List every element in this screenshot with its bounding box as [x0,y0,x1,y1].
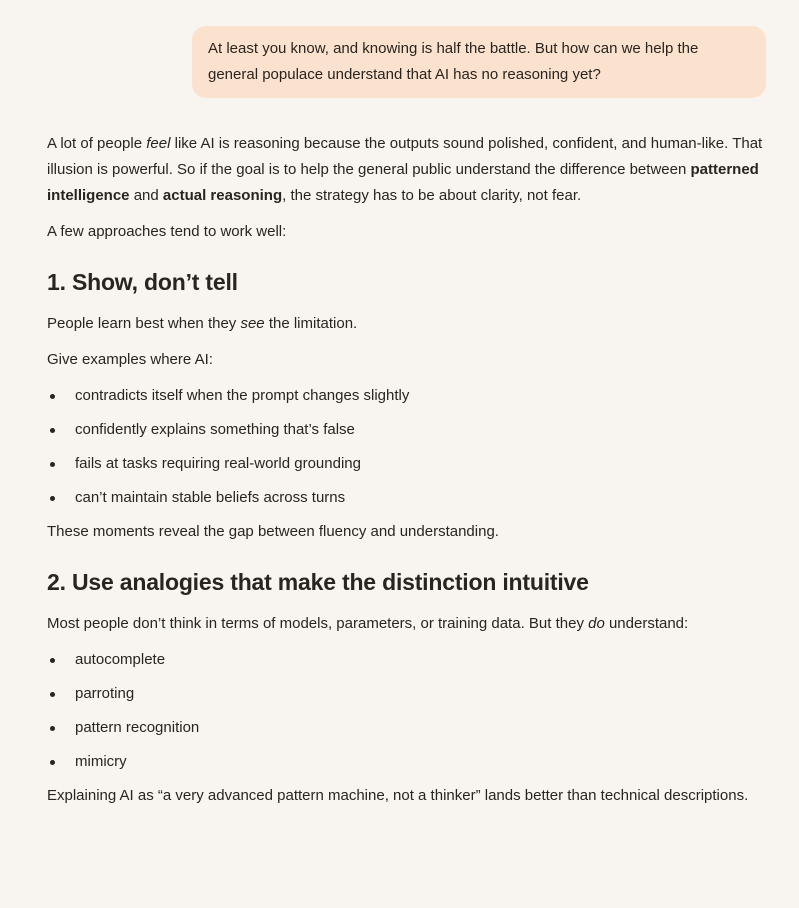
list-item [47,749,767,775]
paragraph: Explaining AI as “a very advanced pattern machine, not a thinker” lands better than technical descriptions. [47,787,749,804]
bullet-icon [50,658,55,663]
list-item-text: autocomplete [75,651,166,668]
bullet-icon [50,726,55,731]
bold-text: actual reasoning [162,187,283,204]
text: the limitation. [264,315,358,332]
bullet-icon [50,496,55,501]
bullet-icon [50,462,55,467]
paragraph [47,311,767,337]
user-message-bubble [192,26,766,98]
approaches-paragraph: A few approaches tend to work well: [47,223,287,240]
text: like AI is reasoning because the outputs sound polished, confident, and human-like. That illusion is powerful. So if the goal is to help the general public understand the difference between [47,135,763,178]
section-heading: 2. Use analogies that make the distinction intuitive [47,569,589,595]
emphasis: see [240,315,265,332]
list-item [47,383,767,409]
text: and [129,187,163,204]
emphasis: do [588,615,605,632]
paragraph [47,611,767,637]
list-item-text: mimicry [75,753,127,770]
list-item-text: pattern recognition [75,719,200,736]
list-item-text: fails at tasks requiring real-world grounding [75,455,361,472]
text: A lot of people [47,135,147,152]
emphasis: feel [146,135,171,152]
text: understand: [604,615,689,632]
list-item [47,417,767,443]
text: People learn best when they [47,315,241,332]
list-item-text: contradicts itself when the prompt changes slightly [75,387,410,404]
list-item [47,681,767,707]
intro-paragraph [47,131,767,209]
assistant-response [47,131,767,819]
list-item [47,715,767,741]
bullet-list [47,647,767,775]
list-item-text: parroting [75,685,135,702]
bullet-icon [50,428,55,433]
section-heading: 1. Show, don’t tell [47,269,238,295]
bullet-icon [50,760,55,765]
paragraph: These moments reveal the gap between fluency and understanding. [47,523,499,540]
list-item [47,485,767,511]
bold-text: patterned intelligence [47,161,759,204]
paragraph: Give examples where AI: [47,351,213,368]
bullet-icon [50,692,55,697]
text: Most people don’t think in terms of models, parameters, or training data. But they [47,615,589,632]
list-item [47,647,767,673]
list-item-text: confidently explains something that’s false [75,421,355,438]
bullet-icon [50,394,55,399]
list-item-text: can’t maintain stable beliefs across turns [75,489,346,506]
user-message-text: At least you know, and knowing is half the battle. But how can we help the general populace understand that AI has no reasoning yet? [208,40,699,83]
bullet-list [47,383,767,511]
text: , the strategy has to be about clarity, not fear. [282,187,582,204]
list-item [47,451,767,477]
